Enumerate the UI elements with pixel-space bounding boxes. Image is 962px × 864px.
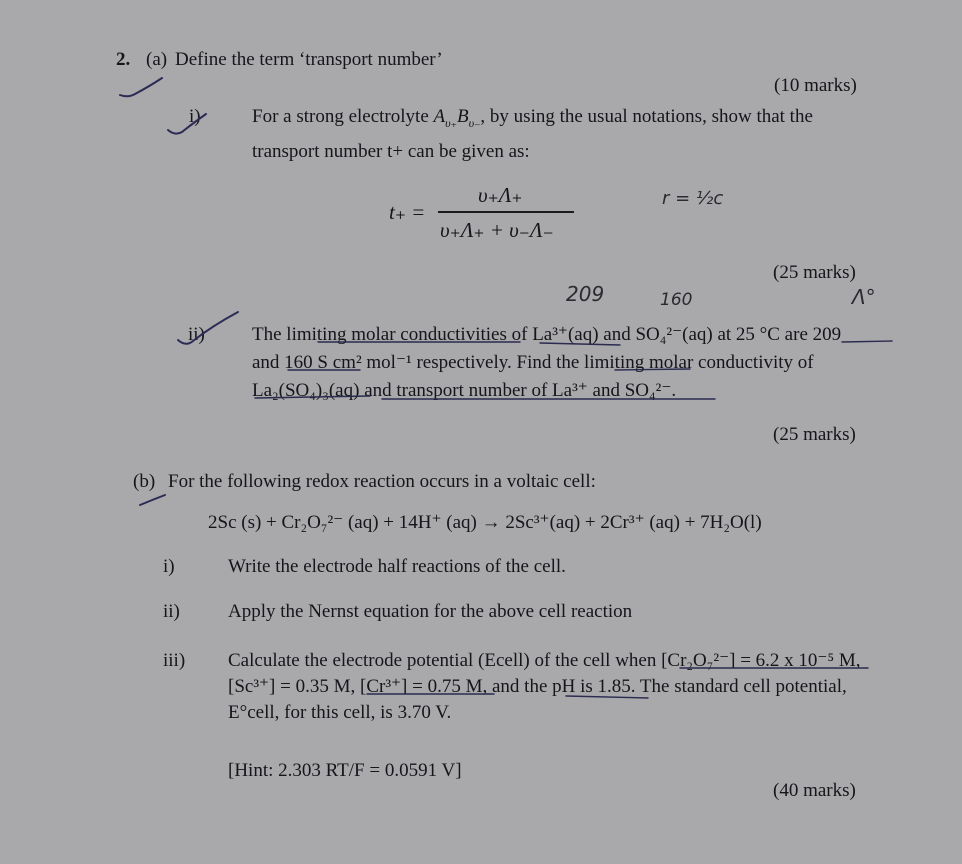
tick-mark <box>140 495 165 505</box>
handwritten-209: 209 <box>566 282 605 306</box>
part-a-i-line2: transport number t+ can be given as: <box>252 141 530 162</box>
part-a-ii-label: ii) <box>188 324 205 345</box>
part-b-iii-line3: E°cell, for this cell, is 3.70 V. <box>228 702 452 723</box>
part-b-ii-text: Apply the Nernst equation for the above cell reaction <box>228 601 633 622</box>
formula-denominator: υ₊Λ₊ + υ₋Λ₋ <box>440 218 554 242</box>
handwritten-160: 160 <box>660 290 693 310</box>
underline <box>255 396 370 398</box>
part-b-ii-label: ii) <box>163 601 180 622</box>
tick-mark <box>120 78 162 96</box>
part-b-marks: (40 marks) <box>773 780 856 801</box>
part-a-label: (a) <box>146 49 168 70</box>
part-a-ii-line1: The limiting molar conductivities of La³⁺(aq) and SO₄²⁻(aq) at 25 °C are 209 <box>252 324 842 345</box>
redox-reaction: 2Sc (s) + Cr₂O₇²⁻ (aq) + 14H⁺ (aq) → 2Sc³⁺(aq) + 2Cr³⁺ (aq) + 7H₂O(l) <box>208 512 762 533</box>
part-b-prompt: For the following redox reaction occurs in a voltaic cell: <box>168 471 596 492</box>
part-b-i-text: Write the electrode half reactions of the cell. <box>228 556 566 577</box>
handwritten-r-note: r = ½c <box>662 188 724 209</box>
part-b-i-label: i) <box>163 556 175 577</box>
formula-numerator: υ₊Λ₊ <box>478 183 523 207</box>
part-b-iii-label: iii) <box>163 650 186 671</box>
underline <box>615 369 690 370</box>
part-b-label: (b) <box>133 471 156 492</box>
part-a-ii-line2: and 160 S cm² mol⁻¹ respectively. Find the limiting molar conductivity of <box>252 352 814 373</box>
part-a-i-line1-start: For a strong electrolyte $A_{\upsilon_+}B_{\upsilon_-}$ <box>252 106 481 130</box>
part-a-ii-marks: (25 marks) <box>773 424 856 445</box>
part-b-iii-line2: [Sc³⁺] = 0.35 M, [Cr³⁺] = 0.75 M, and the pH is 1.85. The standard cell potential, <box>228 676 847 697</box>
hint: [Hint: 2.303 RT/F = 0.0591 V] <box>228 760 462 781</box>
underline <box>566 696 648 698</box>
part-a-i-label: i) <box>189 106 201 127</box>
part-a-i-line1-rest: , by using the usual notations, show that the <box>480 106 813 127</box>
underline <box>842 341 892 342</box>
part-a-ii-line3: La₂(SO₄)₃(aq) and transport number of La³⁺ and SO₄²⁻. <box>252 380 677 401</box>
tick-mark <box>168 114 206 134</box>
part-a-marks: (10 marks) <box>774 75 857 96</box>
part-a-i-marks: (25 marks) <box>773 262 856 283</box>
handwritten-lambda: Λ° <box>852 285 876 309</box>
part-b-iii-line1: Calculate the electrode potential (Ecell) of the cell when [Cr₂O₇²⁻] = 6.2 x 10⁻⁵ M, <box>228 650 861 671</box>
underline <box>540 343 620 345</box>
formula-lhs: t₊ = <box>389 200 426 224</box>
question-number: 2. <box>116 49 131 70</box>
part-a-prompt: Define the term ‘transport number’ <box>175 49 443 70</box>
tick-mark <box>178 312 238 344</box>
